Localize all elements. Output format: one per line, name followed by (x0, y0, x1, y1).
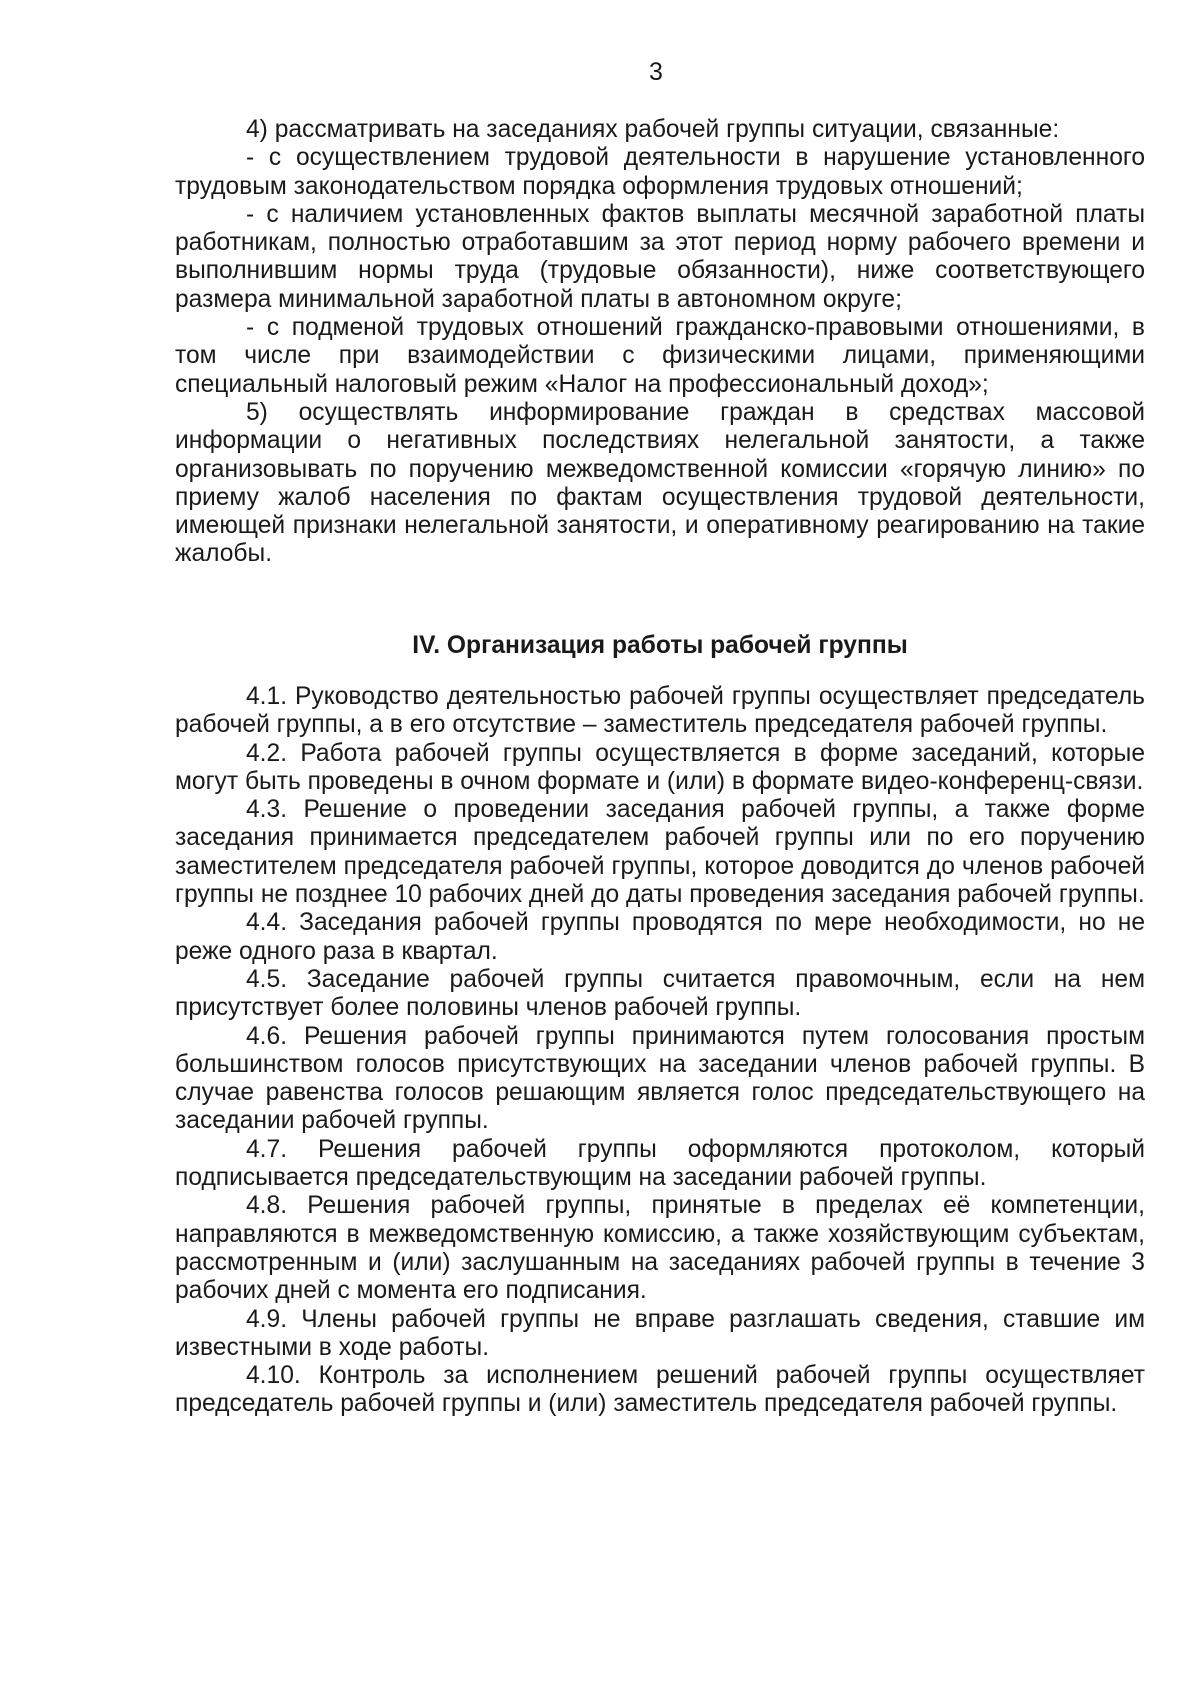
paragraph: - с осуществлением трудовой деятельности в нарушение установленного трудовым законодательством порядка оформления трудовых отношений; (175, 144, 1145, 200)
paragraph: 4.8. Решения рабочей группы, принятые в пределах её компетенции, направляются в межведомственную комиссию, а также хозяйствующим субъектам, рассмотренным и (или) заслушанным на заседаниях рабочей группы в течение 3 рабочих дней с момента его подписания. (175, 1192, 1145, 1305)
paragraph: 4.6. Решения рабочей группы принимаются путем голосования простым большинством голосов присутствующих на заседании членов рабочей группы. В случае равенства голосов решающим является голос председательствующего на заседании рабочей группы. (175, 1022, 1145, 1135)
section-heading: IV. Организация работы рабочей группы (412, 632, 908, 659)
page-number: 3 (649, 58, 663, 86)
paragraph: 4.2. Работа рабочей группы осуществляется в форме заседаний, которые могут быть проведены в очном формате и (или) в формате видео-конференц-связи. (175, 739, 1145, 795)
section-body (175, 683, 1145, 1419)
paragraph: 4.9. Члены рабочей группы не вправе разглашать сведения, ставшие им известными в ходе работы. (175, 1305, 1145, 1361)
paragraph: 4.1. Руководство деятельностью рабочей группы осуществляет председатель рабочей группы, а в его отсутствие – заместитель председателя рабочей группы. (175, 683, 1145, 739)
paragraph: 4.10. Контроль за исполнением решений рабочей группы осуществляет председатель рабочей группы и (или) заместитель председателя рабочей группы. (175, 1362, 1145, 1418)
paragraph: 4.4. Заседания рабочей группы проводятся по мере необходимости, но не реже одного раза в квартал. (175, 909, 1145, 965)
paragraph: - с подменой трудовых отношений гражданско-правовыми отношениями, в том числе при взаимодействии с физическими лицами, применяющими специальный налоговый режим «Налог на профессиональный доход»; (175, 314, 1145, 398)
duties-list (175, 116, 1145, 569)
paragraph: 5) осуществлять информирование граждан в средствах массовой информации о негативных последствиях нелегальной занятости, а также организовывать по поручению межведомственной комиссии «горячую линию» по приему жалоб населения по фактам осуществления трудовой деятельности, имеющей признаки нелегальной занятости, и оперативному реагированию на такие жалобы. (175, 398, 1145, 568)
paragraph: 4) рассматривать на заседаниях рабочей группы ситуации, связанные: (246, 116, 1060, 143)
paragraph: 4.7. Решения рабочей группы оформляются протоколом, который подписывается председательствующим на заседании рабочей группы. (175, 1135, 1145, 1192)
paragraph: 4.3. Решение о проведении заседания рабочей группы, а также форме заседания принимается председателем рабочей группы или по его поручению заместителем председателя рабочей группы, которое доводится до членов рабочей группы не позднее 10 рабочих дней до даты проведения заседания рабочей группы. (175, 796, 1145, 909)
paragraph: - с наличием установленных фактов выплаты месячной заработной платы работникам, полностью отработавшим за этот период норму рабочего времени и выполнившим нормы труда (трудовые обязанности), ниже соответствующего размера минимальной заработной платы в автономном округе; (175, 200, 1145, 313)
paragraph: 4.5. Заседание рабочей группы считается правомочным, если на нем присутствует более половины членов рабочей группы. (175, 965, 1145, 1022)
